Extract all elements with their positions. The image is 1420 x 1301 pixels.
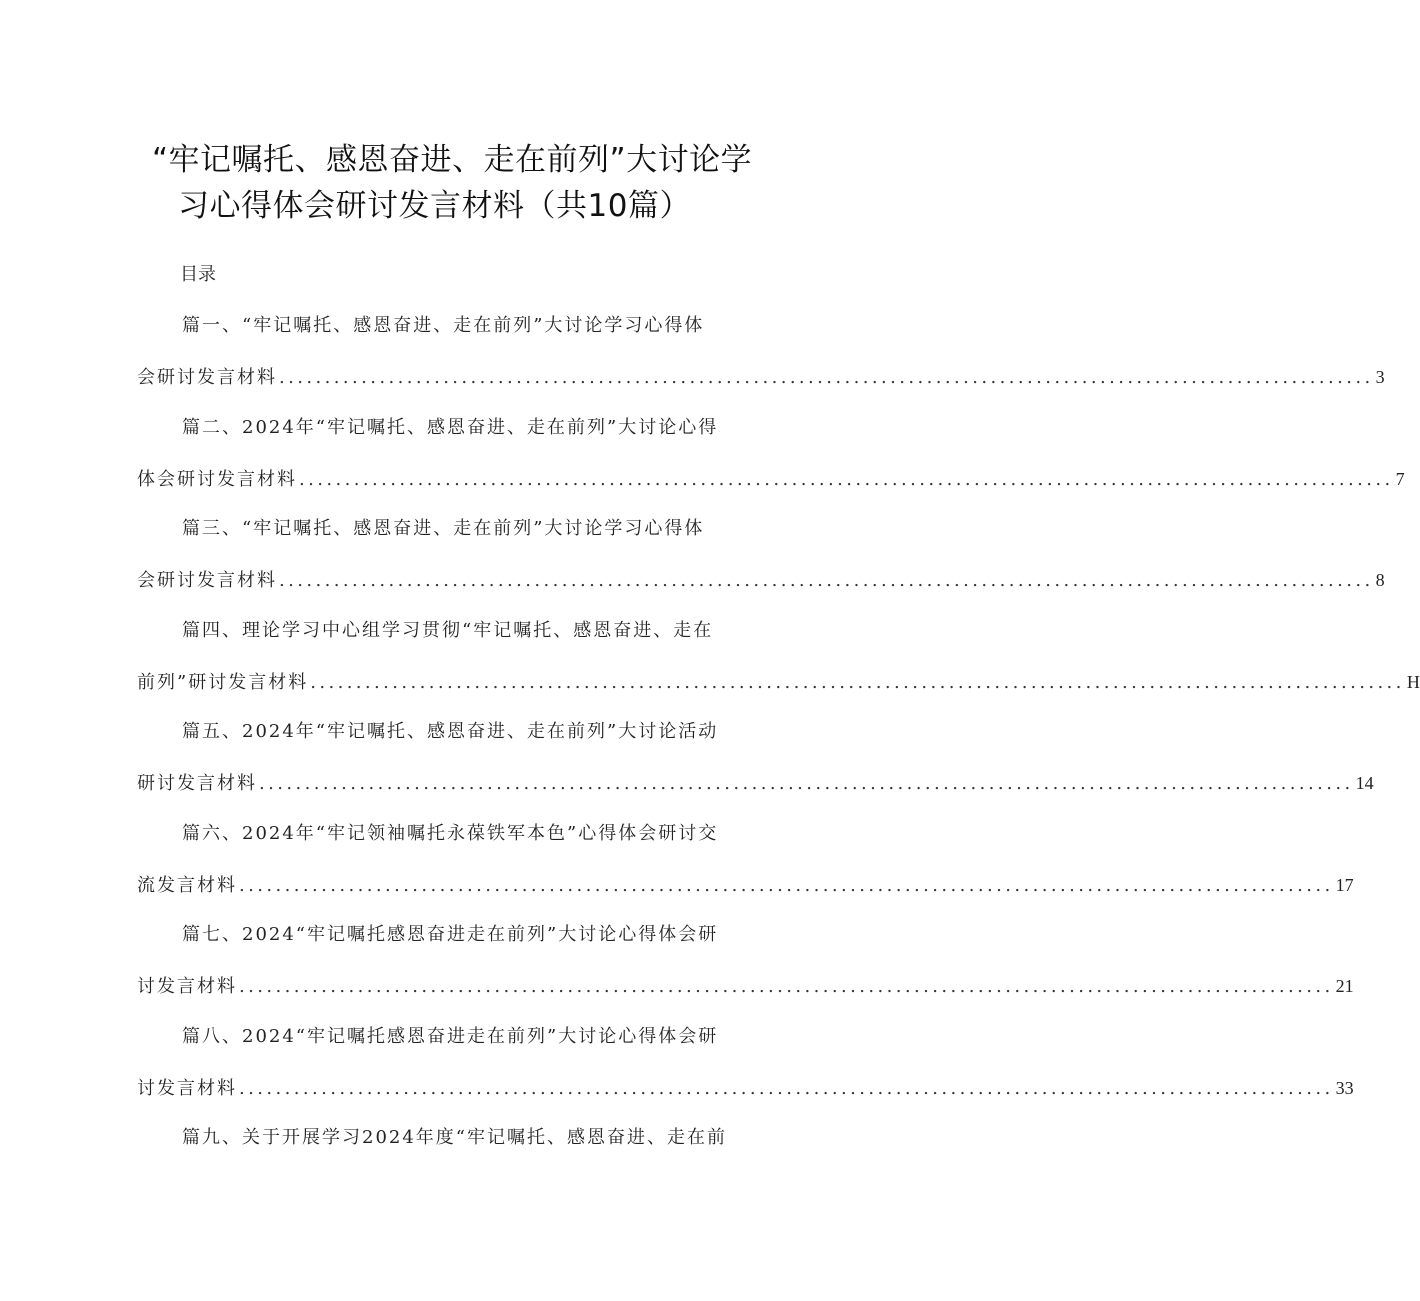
- document-title-line-1: “牢记嘱托、感恩奋进、走在前列”大讨论学: [152, 142, 753, 178]
- toc-entry-title-continued: 讨发言材料: [137, 976, 237, 997]
- toc-entry-title-continued: 研讨发言材料: [137, 773, 257, 794]
- toc-entry-continuation[interactable]: [137, 873, 1354, 898]
- toc-entry-continuation[interactable]: [137, 1076, 1354, 1101]
- toc-entry-title[interactable]: 篇四、理论学习中心组学习贯彻“牢记嘱托、感恩奋进、走在: [182, 620, 714, 641]
- toc-entry-title[interactable]: 篇八、2024“牢记嘱托感恩奋进走在前列”大讨论心得体会研: [182, 1026, 719, 1047]
- toc-entry-title[interactable]: 篇五、2024年“牢记嘱托、感恩奋进、走在前列”大讨论活动: [182, 721, 719, 742]
- toc-leader-dots: ........................................................................................................................: [239, 875, 1334, 896]
- toc-entry-continuation[interactable]: [137, 467, 1405, 492]
- toc-page-number: 7: [1395, 469, 1405, 489]
- toc-entry-continuation[interactable]: [137, 771, 1374, 796]
- toc-entry-title[interactable]: 篇九、关于开展学习2024年度“牢记嘱托、感恩奋进、走在前: [182, 1127, 728, 1148]
- toc-entry-title[interactable]: 篇三、“牢记嘱托、感恩奋进、走在前列”大讨论学习心得体: [182, 518, 705, 539]
- toc-heading: 目录: [180, 264, 216, 285]
- toc-entry-title-continued: 会研讨发言材料: [137, 570, 277, 591]
- toc-entry-title-continued: 流发言材料: [137, 875, 237, 896]
- toc-page-number: H: [1406, 672, 1420, 692]
- toc-page-number: 21: [1335, 976, 1354, 996]
- toc-entry-title-continued: 会研讨发言材料: [137, 367, 277, 388]
- toc-entry-continuation[interactable]: [137, 670, 1420, 695]
- toc-entry-title-continued: 体会研讨发言材料: [137, 469, 297, 490]
- toc-entry-title[interactable]: 篇七、2024“牢记嘱托感恩奋进走在前列”大讨论心得体会研: [182, 924, 719, 945]
- toc-entry-continuation[interactable]: [137, 974, 1354, 999]
- toc-page-number: 14: [1355, 773, 1374, 793]
- toc-entry-title[interactable]: 篇一、“牢记嘱托、感恩奋进、走在前列”大讨论学习心得体: [182, 315, 705, 336]
- toc-leader-dots: ........................................................................................................................: [239, 976, 1334, 997]
- toc-leader-dots: ........................................................................................................................: [279, 367, 1374, 388]
- document-title-line-2: 习心得体会研讨发言材料（共10篇）: [178, 188, 691, 224]
- toc-leader-dots: ........................................................................................................................: [299, 469, 1394, 490]
- toc-entry-title[interactable]: 篇二、2024年“牢记嘱托、感恩奋进、走在前列”大讨论心得: [182, 417, 719, 438]
- toc-entry-continuation[interactable]: [137, 365, 1385, 390]
- toc-leader-dots: ........................................................................................................................: [239, 1078, 1334, 1099]
- toc-leader-dots: ........................................................................................................................: [259, 773, 1354, 794]
- toc-entry-title[interactable]: 篇六、2024年“牢记领袖嘱托永葆铁军本色”心得体会研讨交: [182, 823, 719, 844]
- toc-entry-continuation[interactable]: [137, 568, 1385, 593]
- toc-page-number: 3: [1375, 367, 1385, 387]
- toc-leader-dots: ........................................................................................................................: [279, 570, 1374, 591]
- toc-entry-title-continued: 讨发言材料: [137, 1078, 237, 1099]
- toc-page-number: 8: [1375, 570, 1385, 590]
- toc-page-number: 33: [1335, 1078, 1354, 1098]
- toc-entry-title-continued: 前列”研讨发言材料: [137, 672, 309, 693]
- toc-page-number: 17: [1335, 875, 1354, 895]
- toc-leader-dots: ........................................................................................................................: [310, 672, 1405, 693]
